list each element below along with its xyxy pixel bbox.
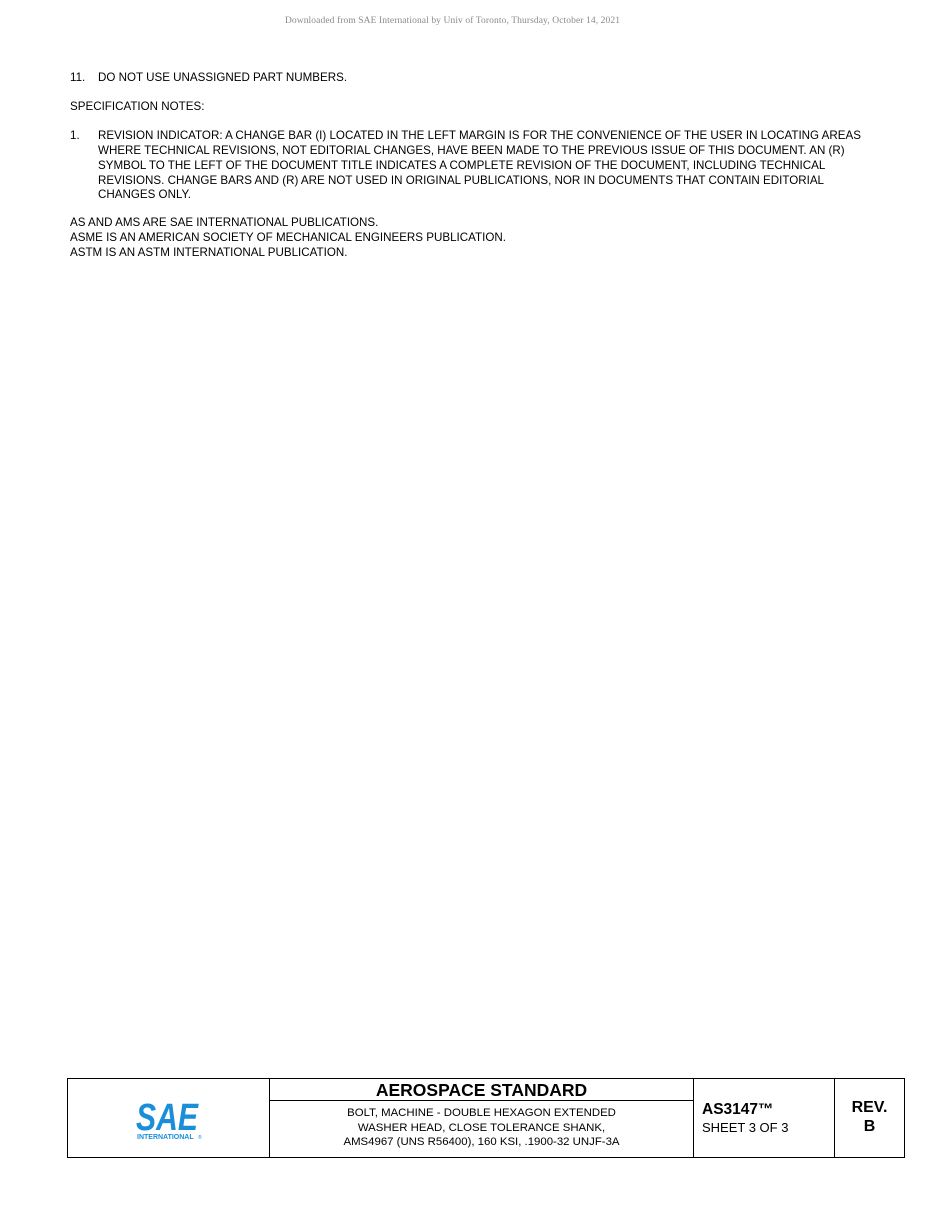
svg-text:INTERNATIONAL: INTERNATIONAL xyxy=(137,1134,194,1141)
svg-text:®: ® xyxy=(198,1135,202,1141)
note-number: 1. xyxy=(70,129,80,143)
title-cell xyxy=(270,1079,694,1157)
publication-line: AS AND AMS ARE SAE INTERNATIONAL PUBLICATIONS. xyxy=(70,216,379,230)
revision-value: B xyxy=(863,1118,876,1135)
document-number: AS3147™ xyxy=(702,1101,774,1118)
specification-notes-heading: SPECIFICATION NOTES: xyxy=(70,100,205,114)
revision-cell xyxy=(835,1079,904,1157)
svg-text:SAE: SAE xyxy=(136,1097,200,1139)
sheet-indicator: SHEET 3 OF 3 xyxy=(702,1120,789,1135)
standard-heading: AEROSPACE STANDARD xyxy=(270,1079,693,1101)
note-text: REVISION INDICATOR: A CHANGE BAR (I) LOCATED IN THE LEFT MARGIN IS FOR THE CONVENIENCE OF THE USER IN LOCATING AREAS WHERE TECHNICAL REVISIONS, NOT EDITORIAL CHANGES, HAVE BEEN MADE TO THE PREVIOUS ISSUE OF THIS DOCUMENT. AN (R) SYMBOL TO THE LEFT OF THE DOCUMENT TITLE INDICATES A COMPLETE REVISION OF THE DOCUMENT, INCLUDING TECHNICAL REVISIONS. CHANGE BARS AND (R) ARE NOT USED IN ORIGINAL PUBLICATIONS, NOR IN DOCUMENTS THAT CONTAIN EDITORIAL CHANGES ONLY. xyxy=(98,129,861,202)
publication-line: ASTM IS AN ASTM INTERNATIONAL PUBLICATION. xyxy=(70,245,348,259)
description-line: BOLT, MACHINE - DOUBLE HEXAGON EXTENDED xyxy=(347,1107,616,1119)
logo-cell xyxy=(68,1079,270,1157)
description-line: AMS4967 (UNS R56400), 160 KSI, .1900-32 UNJF-3A xyxy=(343,1136,620,1148)
document-number-cell xyxy=(694,1079,835,1157)
note-text: DO NOT USE UNASSIGNED PART NUMBERS. xyxy=(98,71,348,84)
specification-note-1 xyxy=(70,129,880,203)
download-watermark: Downloaded from SAE International by Univ of Toronto, Thursday, October 14, 2021 xyxy=(284,16,621,26)
sae-logo xyxy=(136,1096,206,1142)
part-description xyxy=(270,1101,693,1157)
title-block xyxy=(67,1078,905,1158)
publication-line: ASME IS AN AMERICAN SOCIETY OF MECHANICAL ENGINEERS PUBLICATION. xyxy=(70,231,506,245)
document-body xyxy=(70,71,880,261)
description-line: WASHER HEAD, CLOSE TOLERANCE SHANK, xyxy=(357,1121,606,1134)
note-11 xyxy=(70,71,880,86)
revision-label: REV. xyxy=(851,1099,888,1116)
note-number: 11. xyxy=(70,71,86,84)
